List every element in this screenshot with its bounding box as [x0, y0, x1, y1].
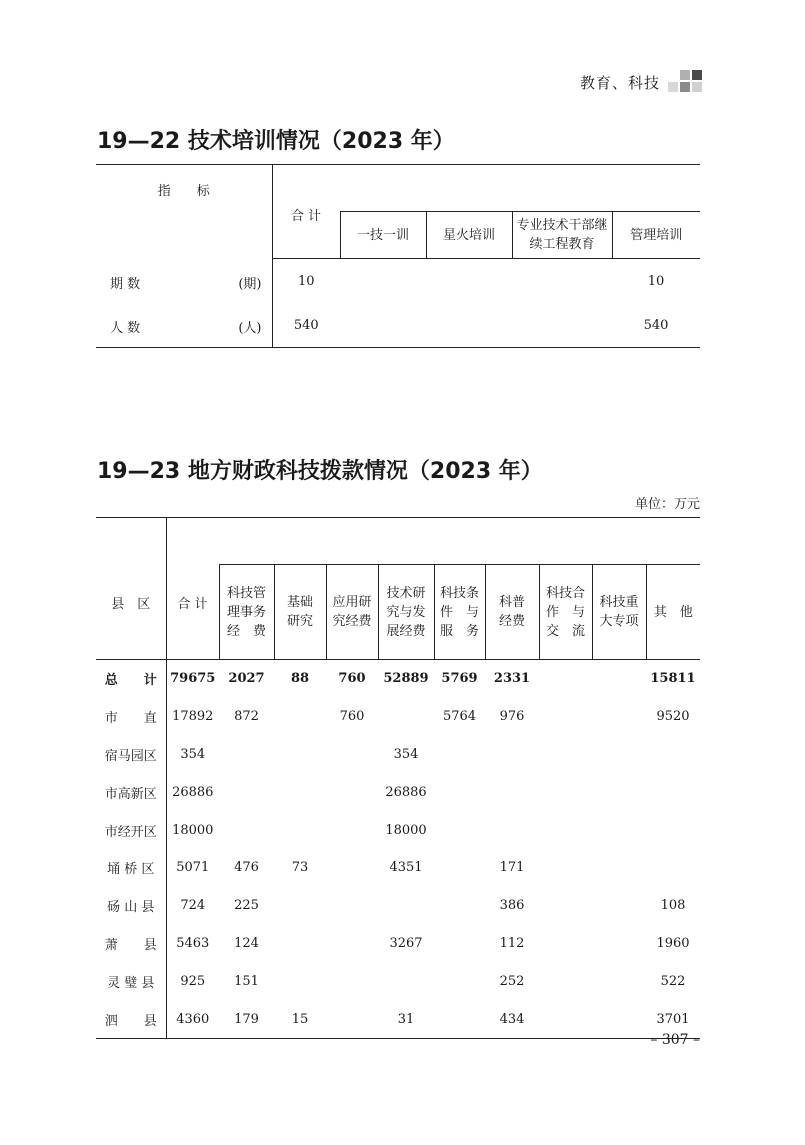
cell: [539, 811, 592, 849]
cell: [426, 259, 512, 304]
cell: [539, 887, 592, 925]
cell: [426, 303, 512, 348]
cell: [378, 962, 434, 1000]
cell: [646, 736, 700, 774]
cell: [274, 811, 326, 849]
row-label: 埇 桥 区: [96, 849, 166, 887]
row-label: 宿马园区: [96, 736, 166, 774]
col-header: 科技管理事务经 费: [219, 565, 274, 660]
col-header: 其 他: [646, 565, 700, 660]
cell: [539, 660, 592, 698]
table-row: [96, 811, 700, 849]
cell: 88: [290, 671, 310, 687]
cell: [434, 849, 485, 887]
cell: [326, 925, 378, 963]
cell: [539, 698, 592, 736]
cell: 5769: [441, 671, 478, 687]
row-unit: (人): [238, 321, 262, 336]
cell: [340, 303, 426, 348]
row-label: 市经开区: [96, 811, 166, 849]
cell: 760: [338, 671, 366, 687]
cell: 124: [234, 935, 259, 951]
cell: 15: [291, 1011, 309, 1027]
table1-title: 19—22 技术培训情况（2023 年）: [97, 129, 455, 154]
table-row: [96, 698, 700, 736]
cell: 3701: [656, 1011, 690, 1027]
cell: 1960: [656, 935, 690, 951]
cell: [592, 962, 646, 1000]
cell: 724: [180, 898, 206, 914]
cell: [512, 259, 612, 304]
cell: [485, 773, 539, 811]
cell: 4351: [389, 860, 423, 876]
col-header: 科技条件 与服 务: [434, 565, 485, 660]
cell: [592, 849, 646, 887]
training-table: [96, 164, 700, 348]
table-row: [96, 962, 700, 1000]
col-header: 一技一训: [340, 212, 426, 259]
funding-table: [96, 517, 700, 1039]
cell: 2331: [493, 671, 531, 687]
table-row: [96, 849, 700, 887]
table-row: [96, 259, 700, 304]
cell: [434, 925, 485, 963]
row-label: 萧 县: [96, 925, 166, 963]
cell: 540: [643, 317, 669, 333]
cell: [274, 887, 326, 925]
cell: [434, 887, 485, 925]
cell: 5463: [176, 935, 210, 951]
cell: 522: [660, 973, 686, 989]
cell: [592, 887, 646, 925]
table-row: [96, 660, 700, 698]
col-header: 科普经费: [485, 565, 539, 660]
cell: 171: [499, 860, 525, 876]
unit-label: 单位：万元: [634, 497, 700, 512]
cell: [539, 849, 592, 887]
cell: 79675: [170, 671, 216, 687]
cell: 5071: [176, 860, 210, 876]
cell: [274, 773, 326, 811]
cell: [326, 887, 378, 925]
cell: [592, 811, 646, 849]
row-label: 人 数: [110, 321, 141, 336]
cell: 52889: [383, 671, 429, 687]
col-header: 科技重大专项: [592, 565, 646, 660]
col-header: 科技合作 与交 流: [539, 565, 592, 660]
cell: [512, 303, 612, 348]
cell: [434, 962, 485, 1000]
col-header: 专业技术干部继续工程教育: [512, 212, 612, 259]
cell: [326, 1000, 378, 1038]
cell: 9520: [656, 709, 690, 725]
row-label: 市高新区: [96, 773, 166, 811]
cell: [326, 811, 378, 849]
index-header: 县 区: [96, 518, 166, 660]
cell: 31: [397, 1011, 415, 1027]
table2-title: 19—23 地方财政科技拨款情况（2023 年）: [97, 459, 543, 484]
table-row: [96, 303, 700, 348]
cell: [326, 736, 378, 774]
cell: 18000: [172, 822, 214, 838]
cell: 476: [234, 860, 259, 876]
cell: 976: [499, 709, 525, 725]
col-header: 星火培训: [426, 212, 512, 259]
cell: [539, 925, 592, 963]
cell: [274, 736, 326, 774]
table-row: [96, 1000, 700, 1038]
cell: [219, 736, 274, 774]
cell: [539, 736, 592, 774]
cell: 73: [291, 860, 309, 876]
cell: 354: [180, 746, 206, 762]
col-header: 应用研究经费: [326, 565, 378, 660]
cell: 5764: [442, 709, 477, 725]
cell: 2027: [228, 671, 265, 687]
cell: [592, 773, 646, 811]
cell: [340, 259, 426, 304]
cell: 18000: [385, 822, 427, 838]
table-row: [96, 887, 700, 925]
cell: 151: [234, 973, 259, 989]
section-header: 教育、科技: [579, 74, 660, 92]
table-row: [96, 736, 700, 774]
cell: [326, 962, 378, 1000]
row-label: 砀 山 县: [96, 887, 166, 925]
cell: [378, 698, 434, 736]
cell: [592, 736, 646, 774]
cell: [434, 773, 485, 811]
cell: [592, 660, 646, 698]
row-label: 泗 县: [96, 1000, 166, 1038]
row-label: 市 直: [96, 698, 166, 736]
cell: 179: [234, 1011, 259, 1027]
cell: [326, 773, 378, 811]
cell: [219, 773, 274, 811]
decorative-squares-icon: [668, 70, 704, 94]
total-header: 合 计: [177, 597, 208, 612]
cell: [274, 962, 326, 1000]
row-label: 总 计: [96, 660, 166, 698]
row-label: 期 数: [110, 276, 141, 292]
cell: 10: [647, 273, 665, 289]
cell: [485, 736, 539, 774]
cell: 26886: [385, 784, 427, 800]
cell: [434, 1000, 485, 1038]
index-header: 指 标: [96, 165, 272, 259]
cell: 17892: [172, 709, 214, 725]
cell: 540: [293, 317, 319, 333]
cell: [326, 849, 378, 887]
cell: [219, 811, 274, 849]
cell: [274, 925, 326, 963]
cell: [592, 925, 646, 963]
cell: [434, 811, 485, 849]
cell: [646, 773, 700, 811]
cell: [539, 962, 592, 1000]
cell: [485, 811, 539, 849]
cell: 252: [499, 973, 525, 989]
cell: 925: [180, 973, 206, 989]
cell: [646, 811, 700, 849]
cell: 225: [234, 898, 259, 914]
cell: 26886: [172, 784, 214, 800]
cell: 10: [297, 273, 315, 289]
cell: 386: [499, 898, 525, 914]
row-label: 灵 璧 县: [96, 962, 166, 1000]
cell: 872: [234, 709, 259, 725]
page-number: – 307 –: [650, 1032, 700, 1048]
cell: 3267: [389, 935, 423, 951]
cell: [646, 849, 700, 887]
cell: 434: [499, 1011, 525, 1027]
table-row: [96, 773, 700, 811]
table-row: [96, 925, 700, 963]
cell: 108: [660, 898, 686, 914]
cell: 4360: [176, 1011, 210, 1027]
cell: 760: [339, 709, 365, 725]
cell: [539, 773, 592, 811]
cell: [592, 698, 646, 736]
cell: 15811: [650, 671, 696, 687]
col-header: 技术研究与发展经费: [378, 565, 434, 660]
cell: 354: [393, 746, 419, 762]
col-header: 基础研究: [274, 565, 326, 660]
col-header: 管理培训: [612, 212, 700, 259]
total-header: 合 计: [272, 165, 340, 259]
row-unit: (期): [238, 276, 262, 292]
cell: 112: [499, 935, 525, 951]
cell: [274, 698, 326, 736]
cell: [539, 1000, 592, 1038]
cell: [434, 736, 485, 774]
cell: [378, 887, 434, 925]
